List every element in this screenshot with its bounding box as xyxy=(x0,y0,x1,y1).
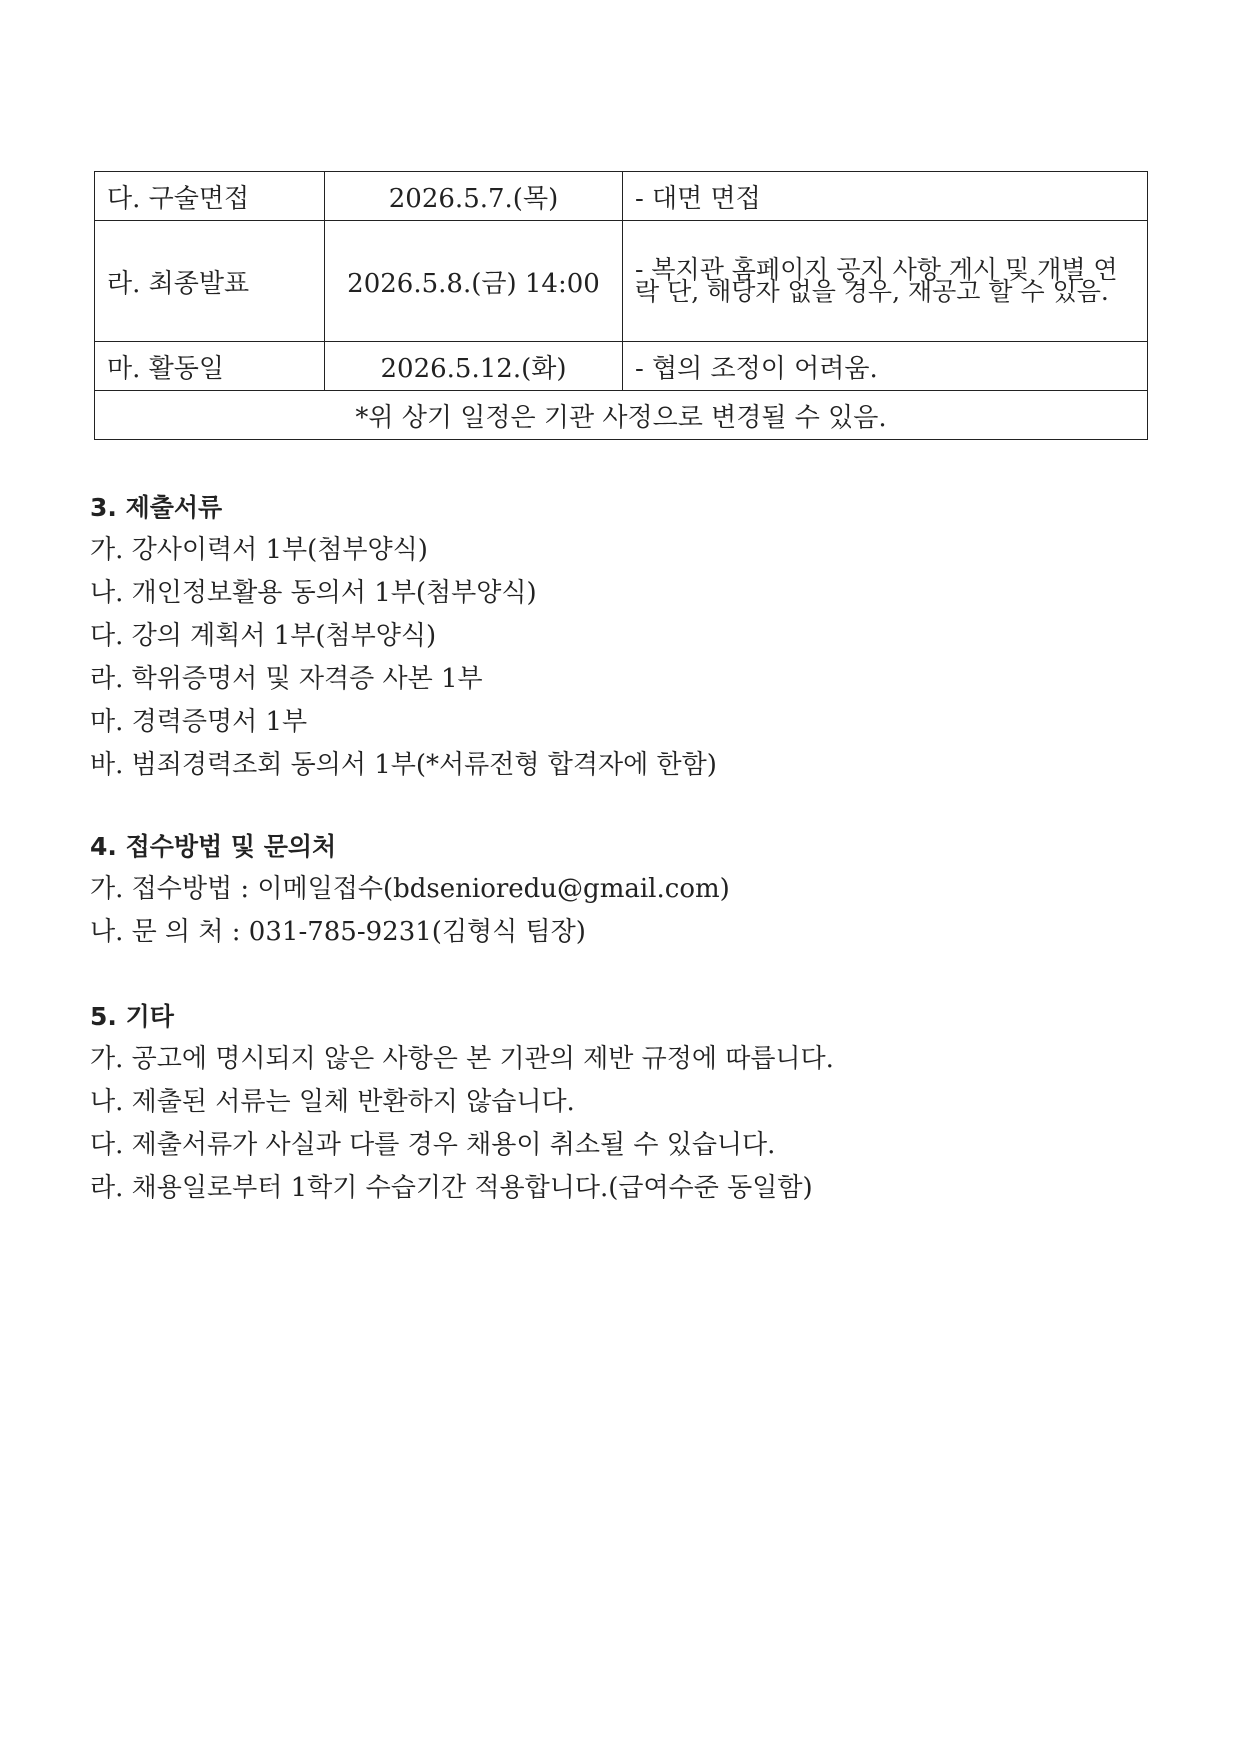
schedule-date-cell: 2026.5.12.(화) xyxy=(325,342,623,391)
list-item: 나. 제출된 서류는 일체 반환하지 않습니다. xyxy=(90,1087,575,1117)
list-item: 나. 문 의 처 : 031-785-9231(김형식 팀장) xyxy=(90,917,586,947)
submission-documents-section xyxy=(90,486,1150,787)
schedule-date-cell: 2026.5.8.(금) 14:00 xyxy=(325,221,623,342)
schedule-note-cell: - 협의 조정이 어려움. xyxy=(623,342,1148,391)
schedule-table xyxy=(94,171,1148,440)
list-item: 라. 학위증명서 및 자격증 사본 1부 xyxy=(90,664,483,694)
list-item: 다. 제출서류가 사실과 다를 경우 채용이 취소될 수 있습니다. xyxy=(90,1130,776,1160)
list-item: 나. 개인정보활용 동의서 1부(첨부양식) xyxy=(90,578,537,608)
list-item: 마. 경력증명서 1부 xyxy=(90,707,308,737)
other-notes-section xyxy=(90,995,1150,1210)
schedule-step-cell: 다. 구술면접 xyxy=(95,172,325,221)
schedule-footnote: *위 상기 일정은 기관 사정으로 변경될 수 있음. xyxy=(95,391,1148,440)
schedule-note-cell: - 복지관 홈페이지 공지 사항 게시 및 개별 연락 단, 해당자 없을 경우, 재공고 할 수 있음. xyxy=(623,221,1148,342)
list-item: 바. 범죄경력조회 동의서 1부(*서류전형 합격자에 한함) xyxy=(90,750,717,780)
schedule-step-cell: 마. 활동일 xyxy=(95,342,325,391)
list-item: 다. 강의 계획서 1부(첨부양식) xyxy=(90,621,437,651)
schedule-date-cell: 2026.5.7.(목) xyxy=(325,172,623,221)
section-title: 5. 기타 xyxy=(90,1002,174,1031)
list-item: 가. 접수방법 : 이메일접수(bdsenioredu@gmail.com) xyxy=(90,874,730,904)
table-row xyxy=(95,221,1148,342)
schedule-step-cell: 라. 최종발표 xyxy=(95,221,325,342)
table-row xyxy=(95,391,1148,440)
table-row xyxy=(95,342,1148,391)
section-title: 3. 제출서류 xyxy=(90,493,223,522)
table-row xyxy=(95,172,1148,221)
schedule-note-cell: - 대면 면접 xyxy=(623,172,1148,221)
list-item: 가. 공고에 명시되지 않은 사항은 본 기관의 제반 규정에 따릅니다. xyxy=(90,1044,834,1074)
section-title: 4. 접수방법 및 문의처 xyxy=(90,832,337,861)
list-item: 가. 강사이력서 1부(첨부양식) xyxy=(90,535,428,565)
list-item: 라. 채용일로부터 1학기 수습기간 적용합니다.(급여수준 동일함) xyxy=(90,1173,813,1203)
application-contact-section xyxy=(90,825,1150,954)
